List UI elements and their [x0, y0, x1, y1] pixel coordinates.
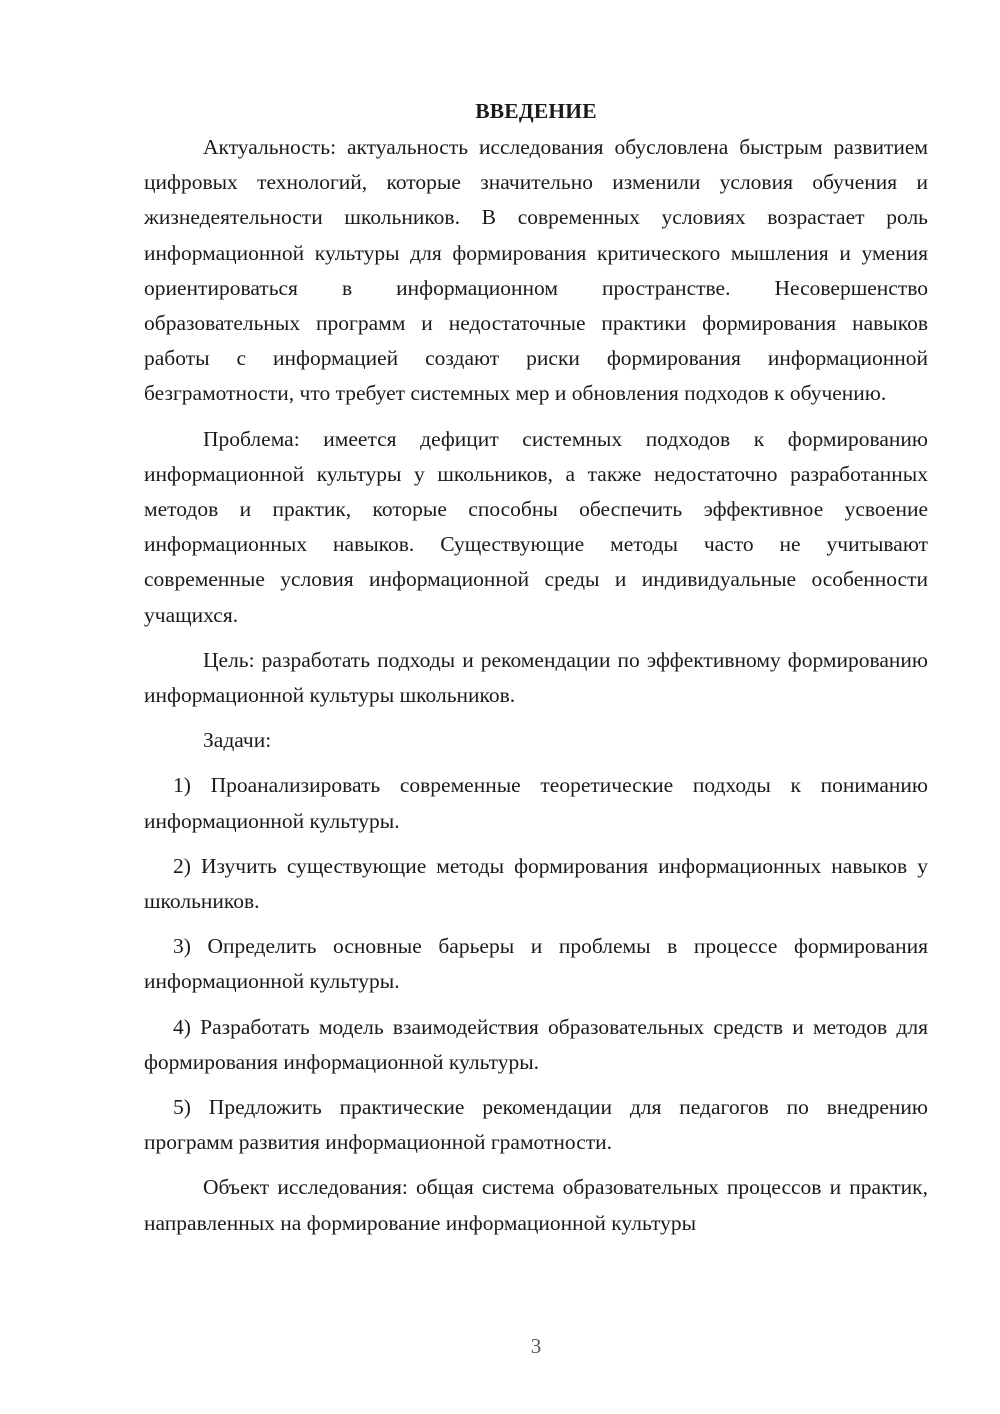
task-item-2: 2) Изучить существующие методы формирования информационных навыков у школьников. [144, 853, 928, 914]
task-item-4: 4) Разработать модель взаимодействия образовательных средств и методов для формирования информационной культуры. [144, 1014, 928, 1074]
tasks-heading: Задачи: [203, 728, 272, 753]
problem-paragraph: Проблема: имеется дефицит системных подходов к формированию информационной культуры у школьников, а также недостаточно разработанных методов и практик, которые способны обеспечить эффективное усвоение информационных навыков. Существующие методы часто не учитывают современные условия информационной среды и индивидуальные особенности учащихся. [144, 426, 928, 627]
task-item-1: 1) Проанализировать современные теоретические подходы к пониманию информационной культуры. [144, 773, 928, 833]
object-paragraph: Объект исследования: общая система образовательных процессов и практик, направленных на формирование информационной культуры [144, 1175, 928, 1235]
page-number: 3 [530, 1334, 542, 1358]
section-title: ВВЕДЕНИЕ [475, 99, 597, 123]
page-content [144, 94, 928, 1241]
relevance-paragraph: Актуальность: актуальность исследования обусловлена быстрым развитием цифровых технологий, которые значительно изменили условия обучения и жизнедеятельности школьников. В современных условиях возрастает роль информационной культуры для формирования критического мышления и умения ориентироваться в информационном пространстве. Несовершенство образовательных программ и недостаточные практики формирования навыков работы с информацией создают риски формирования информационной безграмотности, что требует системных мер и обновления подходов к обучению. [144, 135, 928, 406]
task-item-5: 5) Предложить практические рекомендации для педагогов по внедрению программ развития информационной грамотности. [144, 1095, 928, 1155]
goal-paragraph: Цель: разработать подходы и рекомендации по эффективному формированию информационной культуры школьников. [144, 647, 928, 708]
task-item-3: 3) Определить основные барьеры и проблемы в процессе формирования информационной культуры. [144, 934, 928, 994]
